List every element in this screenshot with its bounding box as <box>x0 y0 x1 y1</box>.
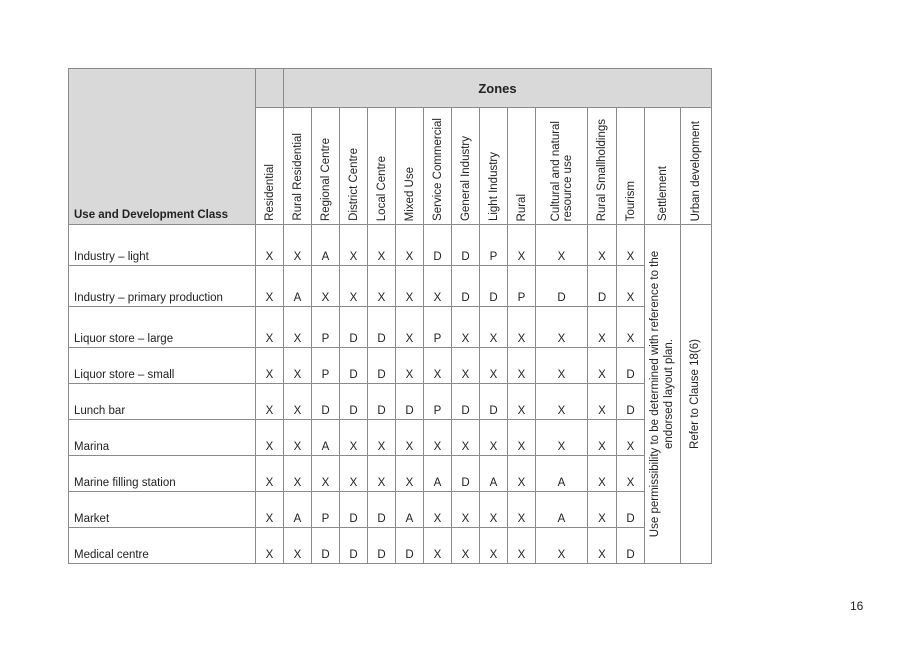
permissibility-cell: X <box>588 492 617 528</box>
use-class-label: Industry – light <box>69 225 256 266</box>
permissibility-cell: D <box>340 384 368 420</box>
permissibility-cell: D <box>480 266 508 307</box>
permissibility-cell: X <box>368 420 396 456</box>
urban-development-note-cell <box>681 225 712 564</box>
permissibility-cell: X <box>480 420 508 456</box>
permissibility-cell: X <box>368 225 396 266</box>
permissibility-cell: X <box>536 307 588 348</box>
table-row <box>69 384 712 420</box>
permissibility-cell: X <box>508 456 536 492</box>
permissibility-cell: X <box>396 456 424 492</box>
permissibility-cell: D <box>312 384 340 420</box>
zone-column-header <box>508 108 536 225</box>
permissibility-cell: D <box>396 384 424 420</box>
zone-column-header <box>396 108 424 225</box>
permissibility-cell: X <box>284 225 312 266</box>
permissibility-cell: X <box>480 307 508 348</box>
permissibility-cell: P <box>312 492 340 528</box>
permissibility-cell: X <box>256 307 284 348</box>
use-class-label: Liquor store – small <box>69 348 256 384</box>
zone-column-header <box>588 108 617 225</box>
permissibility-cell: X <box>340 225 368 266</box>
permissibility-cell: A <box>312 420 340 456</box>
zone-column-header <box>256 108 284 225</box>
zone-column-label: Rural Smallholdings <box>595 118 608 221</box>
permissibility-cell: X <box>617 307 645 348</box>
permissibility-cell: X <box>284 528 312 564</box>
zone-column-header <box>645 108 681 225</box>
permissibility-cell: X <box>588 456 617 492</box>
permissibility-cell: D <box>368 307 396 348</box>
use-class-label: Medical centre <box>69 528 256 564</box>
zone-column-label: Local Centre <box>375 155 388 221</box>
settlement-note-cell <box>645 225 681 564</box>
permissibility-cell: X <box>424 492 452 528</box>
permissibility-cell: X <box>256 266 284 307</box>
permissibility-cell: X <box>312 266 340 307</box>
zone-column-header <box>340 108 368 225</box>
zone-column-header <box>617 108 645 225</box>
zones-title: Zones <box>284 69 712 108</box>
permissibility-cell: X <box>536 384 588 420</box>
permissibility-cell: A <box>312 225 340 266</box>
zone-permissibility-table <box>68 68 712 564</box>
permissibility-cell: X <box>508 420 536 456</box>
permissibility-cell: X <box>396 307 424 348</box>
permissibility-cell: X <box>480 528 508 564</box>
permissibility-cell: X <box>588 225 617 266</box>
zone-column-label: General Industry <box>459 135 472 221</box>
permissibility-cell: X <box>617 225 645 266</box>
permissibility-cell: D <box>480 384 508 420</box>
zone-column-header <box>424 108 452 225</box>
zone-column-label: Residential <box>263 164 276 221</box>
permissibility-cell: X <box>256 384 284 420</box>
table-row <box>69 528 712 564</box>
page-number: 16 <box>850 599 864 613</box>
permissibility-cell: X <box>256 225 284 266</box>
permissibility-cell: X <box>588 384 617 420</box>
permissibility-cell: D <box>536 266 588 307</box>
header-gap <box>256 69 284 108</box>
zone-column-header <box>536 108 588 225</box>
permissibility-cell: D <box>340 528 368 564</box>
zone-column-label: Rural Residential <box>291 133 304 221</box>
permissibility-cell: P <box>312 307 340 348</box>
permissibility-cell: P <box>424 384 452 420</box>
permissibility-cell: X <box>396 420 424 456</box>
permissibility-cell: X <box>312 456 340 492</box>
permissibility-cell: X <box>452 420 480 456</box>
permissibility-cell: D <box>312 528 340 564</box>
zone-column-label: Cultural and natural resource use <box>549 120 574 221</box>
zone-column-header <box>452 108 480 225</box>
permissibility-cell: D <box>617 384 645 420</box>
permissibility-cell: D <box>617 528 645 564</box>
permissibility-cell: X <box>480 348 508 384</box>
permissibility-cell: X <box>256 528 284 564</box>
permissibility-cell: X <box>617 266 645 307</box>
table-row <box>69 492 712 528</box>
permissibility-cell: X <box>396 266 424 307</box>
permissibility-cell: A <box>536 456 588 492</box>
zone-column-label: Urban development <box>689 120 702 221</box>
permissibility-cell: X <box>284 420 312 456</box>
zone-column-label: Rural <box>515 193 528 221</box>
permissibility-cell: X <box>588 420 617 456</box>
permissibility-cell: X <box>368 266 396 307</box>
permissibility-cell: X <box>508 528 536 564</box>
zone-column-label: Regional Centre <box>319 137 332 221</box>
permissibility-cell: P <box>508 266 536 307</box>
urban-development-note: Refer to Clause 18(6) <box>689 339 702 449</box>
permissibility-cell: X <box>424 528 452 564</box>
table-row <box>69 420 712 456</box>
permissibility-cell: X <box>424 266 452 307</box>
permissibility-cell: X <box>256 492 284 528</box>
permissibility-cell: D <box>368 384 396 420</box>
permissibility-cell: X <box>452 492 480 528</box>
use-class-header: Use and Development Class <box>69 69 256 225</box>
permissibility-cell: X <box>340 420 368 456</box>
settlement-note: Use permissibility to be determined with reference to the endorsed layout plan. <box>648 250 675 538</box>
permissibility-cell: X <box>256 456 284 492</box>
permissibility-cell: X <box>588 528 617 564</box>
permissibility-cell: A <box>480 456 508 492</box>
table-row <box>69 225 712 266</box>
permissibility-cell: X <box>536 420 588 456</box>
permissibility-cell: D <box>424 225 452 266</box>
permissibility-cell: D <box>617 348 645 384</box>
zone-column-label: Tourism <box>624 180 637 221</box>
permissibility-cell: D <box>452 456 480 492</box>
table-row <box>69 266 712 307</box>
permissibility-cell: P <box>480 225 508 266</box>
permissibility-cell: X <box>396 225 424 266</box>
permissibility-cell: X <box>617 420 645 456</box>
permissibility-cell: D <box>452 266 480 307</box>
permissibility-cell: D <box>588 266 617 307</box>
permissibility-cell: X <box>588 348 617 384</box>
permissibility-cell: D <box>452 225 480 266</box>
permissibility-cell: X <box>536 528 588 564</box>
permissibility-cell: X <box>480 492 508 528</box>
permissibility-cell: X <box>396 348 424 384</box>
permissibility-cell: X <box>256 420 284 456</box>
zone-column-header <box>480 108 508 225</box>
permissibility-cell: A <box>424 456 452 492</box>
permissibility-cell: D <box>368 348 396 384</box>
zone-column-label: Mixed Use <box>403 166 416 221</box>
permissibility-cell: X <box>508 225 536 266</box>
permissibility-cell: X <box>588 307 617 348</box>
permissibility-cell: D <box>368 528 396 564</box>
table-row <box>69 456 712 492</box>
permissibility-cell: D <box>340 307 368 348</box>
permissibility-cell: X <box>536 225 588 266</box>
permissibility-cell: X <box>508 384 536 420</box>
permissibility-cell: X <box>617 456 645 492</box>
permissibility-cell: P <box>424 307 452 348</box>
zone-column-label: District Centre <box>347 148 360 221</box>
permissibility-cell: D <box>617 492 645 528</box>
permissibility-cell: X <box>536 348 588 384</box>
permissibility-cell: D <box>340 492 368 528</box>
permissibility-cell: X <box>340 456 368 492</box>
permissibility-cell: P <box>312 348 340 384</box>
permissibility-cell: D <box>452 384 480 420</box>
use-class-label: Lunch bar <box>69 384 256 420</box>
permissibility-cell: X <box>256 348 284 384</box>
permissibility-cell: X <box>284 384 312 420</box>
permissibility-cell: X <box>452 348 480 384</box>
permissibility-cell: X <box>452 528 480 564</box>
zone-column-label: Settlement <box>656 166 669 221</box>
permissibility-cell: D <box>368 492 396 528</box>
permissibility-cell: X <box>368 456 396 492</box>
use-class-label: Marina <box>69 420 256 456</box>
use-class-label: Industry – primary production <box>69 266 256 307</box>
permissibility-cell: A <box>284 266 312 307</box>
permissibility-cell: X <box>508 307 536 348</box>
use-class-label: Marine filling station <box>69 456 256 492</box>
use-class-label: Liquor store – large <box>69 307 256 348</box>
permissibility-cell: X <box>424 420 452 456</box>
permissibility-cell: X <box>508 348 536 384</box>
zone-column-header <box>368 108 396 225</box>
permissibility-cell: X <box>452 307 480 348</box>
permissibility-cell: X <box>284 456 312 492</box>
zone-column-header <box>681 108 712 225</box>
permissibility-cell: A <box>536 492 588 528</box>
table-row <box>69 348 712 384</box>
zone-column-header <box>284 108 312 225</box>
permissibility-cell: X <box>424 348 452 384</box>
permissibility-cell: D <box>396 528 424 564</box>
zone-column-header <box>312 108 340 225</box>
permissibility-cell: X <box>284 348 312 384</box>
permissibility-cell: X <box>284 307 312 348</box>
zone-column-label: Light Industry <box>487 151 500 221</box>
permissibility-cell: X <box>508 492 536 528</box>
permissibility-cell: A <box>396 492 424 528</box>
use-class-label: Market <box>69 492 256 528</box>
permissibility-cell: X <box>340 266 368 307</box>
permissibility-cell: D <box>340 348 368 384</box>
zone-column-label: Service Commercial <box>431 118 444 221</box>
permissibility-cell: A <box>284 492 312 528</box>
table-row <box>69 307 712 348</box>
